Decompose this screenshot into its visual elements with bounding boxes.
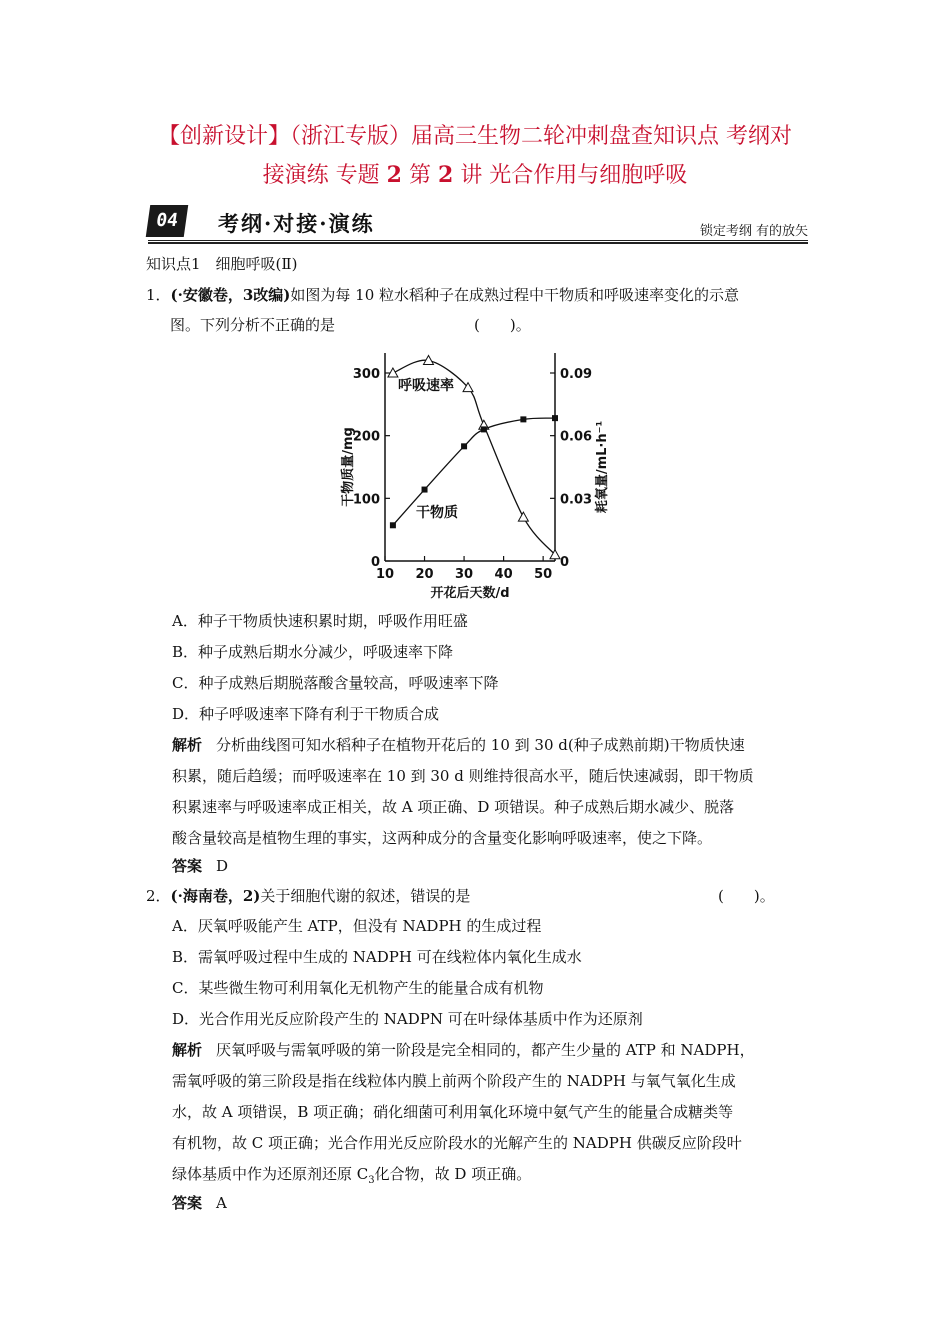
q2-option-a: A．厌氧呼吸能产生 ATP，但没有 NADPH 的生成过程 — [172, 917, 542, 935]
q2-option-b: B．需氧呼吸过程中生成的 NADPH 可在线粒体内氧化生成水 — [172, 948, 582, 966]
banner-rule-thin — [148, 240, 808, 241]
q1-option-a: A．种子干物质快速积累时期，呼吸作用旺盛 — [172, 612, 468, 630]
q1-analysis-line-2: 积累，随后趋缓；而呼吸速率在 10 到 30 d 则维持很高水平，随后快速减弱，即干物质 — [172, 767, 754, 785]
q1-analysis-line-4: 酸含量较高是植物生理的事实，这两种成分的含量变化影响呼吸速率，使之下降。 — [172, 829, 713, 847]
banner-rule — [148, 242, 808, 244]
q1-analysis-line-1: 解析 分析曲线图可知水稻种子在植物开花后的 10 到 30 d(种子成熟前期)干物质快速 — [172, 736, 745, 754]
q2-analysis-line-4: 有机物，故 C 项正确；光合作用光反应阶段水的光解产生的 NADPH 供碳反应阶段叶 — [172, 1134, 742, 1152]
q1-answer: 答案 D — [172, 857, 229, 875]
respiration-series-label: 呼吸速率 — [398, 378, 454, 394]
section-motto: 锁定考纲 有的放矢 — [699, 224, 808, 239]
q2-option-c: C．某些微生物可利用氧化无机物产生的能量合成有机物 — [172, 979, 544, 997]
respiration-point-4 — [518, 512, 528, 521]
y-right-tick-label-2: 0.06 — [560, 429, 593, 445]
q2-option-d: D．光合作用光反应阶段产生的 NADPN 可在叶绿体基质中作为还原剂 — [172, 1010, 643, 1028]
dry-matter-point-3 — [481, 426, 487, 432]
q1-answer-paren: ( )。 — [474, 316, 531, 334]
y-left-tick-label-0: 0 — [370, 555, 380, 570]
y-right-tick-label-3: 0.09 — [560, 367, 593, 382]
x-tick-label-3: 40 — [494, 567, 513, 582]
document-title — [120, 118, 830, 195]
q2-analysis-line-1: 解析 厌氧呼吸与需氧呼吸的第一阶段是完全相同的，都产生少量的 ATP 和 NADPH， — [172, 1041, 755, 1059]
knowledge-point-heading: 知识点1 细胞呼吸(Ⅱ) — [146, 255, 298, 273]
y-left-axis-title: 干物质量/mg — [341, 427, 356, 507]
q1-line-chart — [330, 345, 620, 605]
dry-matter-point-4 — [520, 416, 526, 422]
q2-stem: 2．(·海南卷，2)关于细胞代谢的叙述，错误的是 — [146, 887, 471, 905]
dry-matter-point-2 — [461, 443, 467, 449]
x-tick-label-2: 30 — [455, 567, 474, 582]
title-line-1: 【创新设计】（浙江专版）届高三生物二轮冲刺盘查知识点 考纲对 — [158, 124, 792, 149]
y-left-tick-label-2: 200 — [352, 429, 380, 445]
q2-answer: 答案 A — [172, 1194, 227, 1212]
y-left-tick-label-3: 300 — [352, 367, 380, 382]
section-title: 考纲·对接·演练 — [218, 211, 375, 236]
q1-stem-line-1: 1．(·安徽卷，3改编)如图为每 10 粒水稻种子在成熟过程中干物质和呼吸速率变化的示意 — [146, 286, 740, 304]
section-banner — [148, 202, 808, 244]
x-axis-title: 开花后天数/d — [430, 586, 510, 601]
x-tick-label-4: 50 — [534, 567, 553, 582]
q2-answer-paren: ( )。 — [718, 887, 775, 905]
q1-option-d: D．种子呼吸速率下降有利于干物质合成 — [172, 705, 440, 723]
y-right-tick-label-1: 0.03 — [560, 492, 593, 508]
y-right-axis-title: 耗氧量/mL·h⁻¹ — [595, 420, 610, 514]
y-right-tick-label-0: 0 — [560, 555, 570, 570]
q1-option-b: B．种子成熟后期水分减少，呼吸速率下降 — [172, 643, 454, 661]
section-number-badge: 04 — [146, 205, 188, 237]
q2-analysis-line-5: 绿体基质中作为还原剂还原 $C_3$化合物，故 D 项正确。 — [172, 1165, 532, 1186]
q1-option-c: C．种子成熟后期脱落酸含量较高，呼吸速率下降 — [172, 674, 499, 692]
y-left-tick-label-1: 100 — [352, 492, 380, 508]
dry-matter-series-label: 干物质 — [416, 505, 458, 521]
q1-stem-line-2: 图。下列分析不正确的是 — [170, 316, 336, 334]
dry-matter-point-0 — [390, 522, 396, 528]
x-tick-label-0: 10 — [375, 567, 395, 582]
q2-analysis-line-2: 需氧呼吸的第三阶段是指在线粒体内膜上前两个阶段产生的 NADPH 与氧气氧化生成 — [172, 1072, 736, 1090]
q2-analysis-line-3: 水，故 A 项错误，B 项正确；硝化细菌可利用氧化环境中氨气产生的能量合成糖类等 — [172, 1103, 734, 1121]
dry-matter-point-5 — [552, 415, 558, 421]
title-line-2: 接演练 专题 2 第 2 讲 光合作用与细胞呼吸 — [262, 162, 688, 188]
x-tick-label-1: 20 — [415, 567, 434, 582]
q1-analysis-line-3: 积累速率与呼吸速率成正相关，故 A 项正确、D 项错误。种子成熟后期水减少、脱落 — [172, 798, 735, 816]
dry-matter-point-1 — [422, 487, 428, 493]
